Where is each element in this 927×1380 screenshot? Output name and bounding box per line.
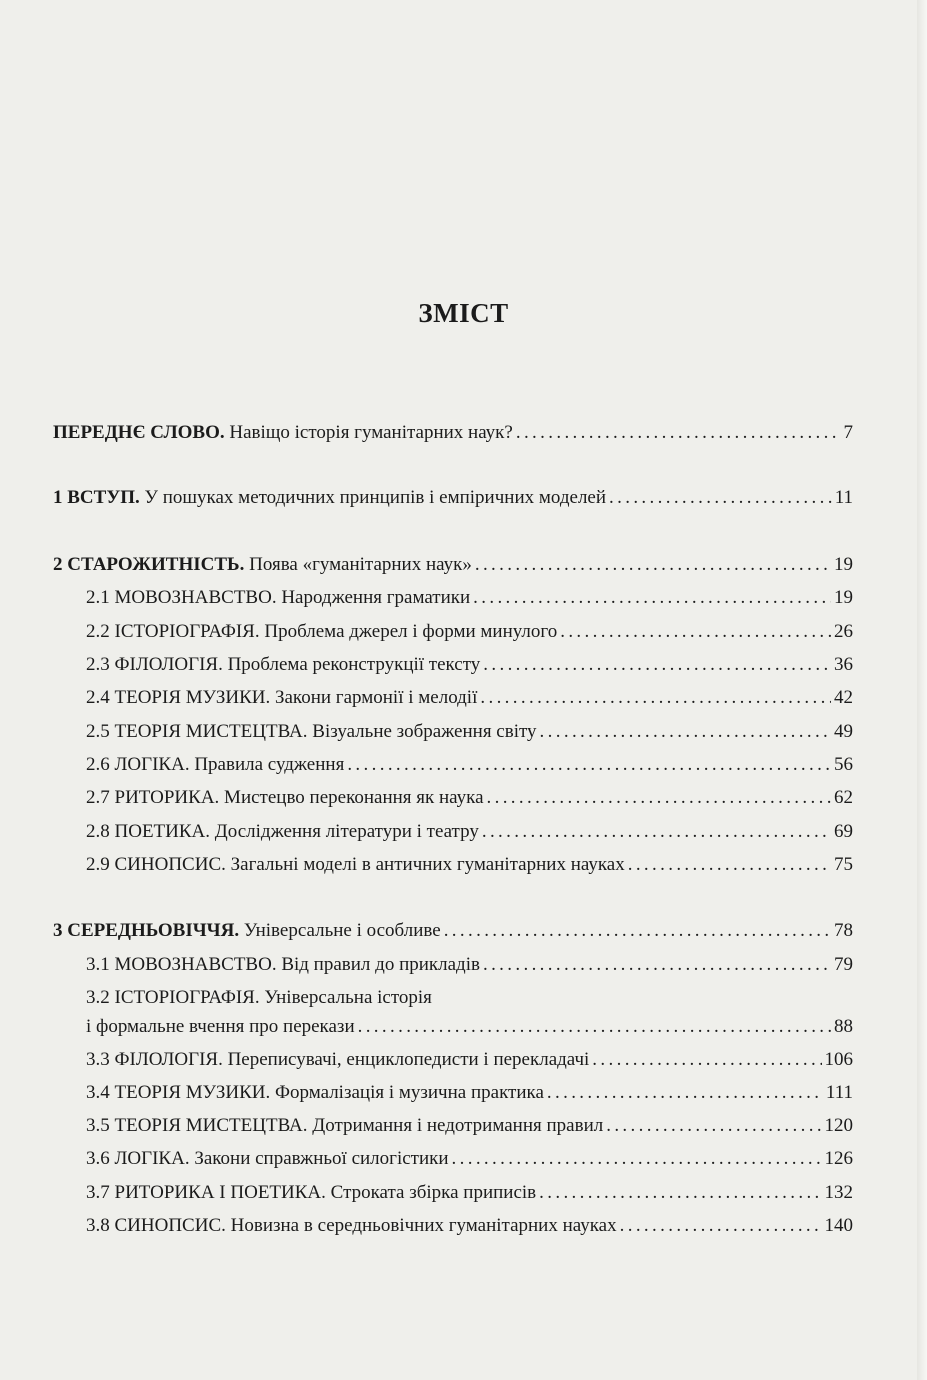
- toc-leader: [539, 1181, 821, 1205]
- toc-leader: [483, 953, 831, 977]
- toc-text: Універсальне і особливе: [239, 920, 441, 941]
- toc-page: 69: [834, 821, 853, 842]
- toc-text: 3.6 ЛОГІКА. Закони справжньої силогістики: [86, 1148, 449, 1169]
- toc-page: 11: [834, 487, 853, 508]
- toc-page: 36: [834, 654, 853, 675]
- toc-heading: 1 ВСТУП.: [53, 487, 140, 508]
- toc-text: 2.1 МОВОЗНАВСТВО. Народження граматики: [86, 587, 471, 608]
- toc-page: 120: [824, 1115, 853, 1136]
- toc-leader: [516, 421, 841, 445]
- toc-text: 3.2 ІСТОРІОГРАФІЯ. Універсальна історія: [86, 987, 432, 1008]
- toc-leader: [628, 853, 831, 877]
- toc-page: 19: [834, 587, 853, 608]
- page-title: ЗМІСТ: [418, 298, 509, 328]
- toc-text: 2.2 ІСТОРІОГРАФІЯ. Проблема джерел і форми минулого: [86, 621, 558, 642]
- toc-text: Поява «гуманітарних наук»: [244, 554, 472, 575]
- toc-text: 3.1 МОВОЗНАВСТВО. Від правил до прикладів: [86, 954, 480, 975]
- toc-page: 49: [834, 721, 853, 742]
- toc-text: 3.5 ТЕОРІЯ МИСТЕЦТВА. Дотримання і недотримання правил: [86, 1115, 604, 1136]
- toc-leader: [592, 1048, 821, 1072]
- toc-heading: ПЕРЕДНЄ СЛОВО.: [53, 422, 225, 443]
- toc-leader: [560, 620, 831, 644]
- toc-leader: [609, 486, 832, 510]
- toc-text: і формальне вчення про перекази: [86, 1016, 355, 1037]
- toc-leader: [452, 1147, 822, 1171]
- toc-leader: [620, 1214, 822, 1238]
- toc-leader: [473, 586, 831, 610]
- toc-text: 2.7 РИТОРИКА. Мистецво переконання як наука: [86, 787, 484, 808]
- toc-heading: 2 СТАРОЖИТНІСТЬ.: [53, 554, 245, 575]
- toc-text: 2.4 ТЕОРІЯ МУЗИКИ. Закони гармонії і мелодії: [86, 687, 478, 708]
- toc-leader: [547, 1081, 823, 1105]
- toc-text: 3.3 ФІЛОЛОГІЯ. Переписувачі, енциклопедисти і перекладачі: [86, 1049, 590, 1070]
- toc-text: 2.5 ТЕОРІЯ МИСТЕЦТВА. Візуальне зображення світу: [86, 721, 537, 742]
- toc-leader: [358, 1015, 831, 1039]
- toc-leader: [475, 553, 831, 577]
- toc-page: 26: [834, 621, 853, 642]
- toc-text: 2.8 ПОЕТИКА. Дослідження літератури і театру: [86, 821, 479, 842]
- toc-leader: [347, 753, 831, 777]
- toc-page: 88: [834, 1016, 853, 1037]
- toc-text: 3.4 ТЕОРІЯ МУЗИКИ. Формалізація і музична практика: [86, 1082, 544, 1103]
- toc-page: 111: [825, 1082, 853, 1103]
- toc-page: 132: [824, 1182, 853, 1203]
- toc-page: 7: [843, 422, 853, 443]
- toc-page: 62: [834, 787, 853, 808]
- toc-text: 3.7 РИТОРИКА І ПОЕТИКА. Строката збірка приписів: [86, 1182, 537, 1203]
- toc-page: 126: [824, 1148, 853, 1169]
- toc-page: 42: [834, 687, 853, 708]
- toc-leader: [487, 786, 832, 810]
- toc-text: 2.9 СИНОПСИС. Загальні моделі в античних гуманітарних науках: [86, 854, 625, 875]
- toc-page: 106: [824, 1049, 853, 1070]
- toc-text: Навіщо історія гуманітарних наук?: [224, 422, 513, 443]
- toc-leader: [444, 919, 831, 943]
- toc-text: 3.8 СИНОПСИС. Новизна в середньовічних гуманітарних науках: [86, 1215, 617, 1236]
- toc-page: 79: [834, 954, 853, 975]
- toc-leader: [480, 686, 831, 710]
- toc-leader: [482, 820, 831, 844]
- toc-text: 2.6 ЛОГІКА. Правила судження: [86, 754, 345, 775]
- toc-page: 140: [824, 1215, 853, 1236]
- toc-page: 75: [834, 854, 853, 875]
- toc-leader: [483, 653, 831, 677]
- toc-page: 56: [834, 754, 853, 775]
- toc-text: 2.3 ФІЛОЛОГІЯ. Проблема реконструкції тексту: [86, 654, 481, 675]
- toc-text: У пошуках методичних принципів і емпіричних моделей: [139, 487, 607, 508]
- toc-heading: 3 СЕРЕДНЬОВІЧЧЯ.: [53, 920, 240, 941]
- toc-leader: [540, 720, 831, 744]
- toc-page: 19: [834, 554, 853, 575]
- toc-leader: [606, 1114, 821, 1138]
- toc-page: 78: [834, 920, 853, 941]
